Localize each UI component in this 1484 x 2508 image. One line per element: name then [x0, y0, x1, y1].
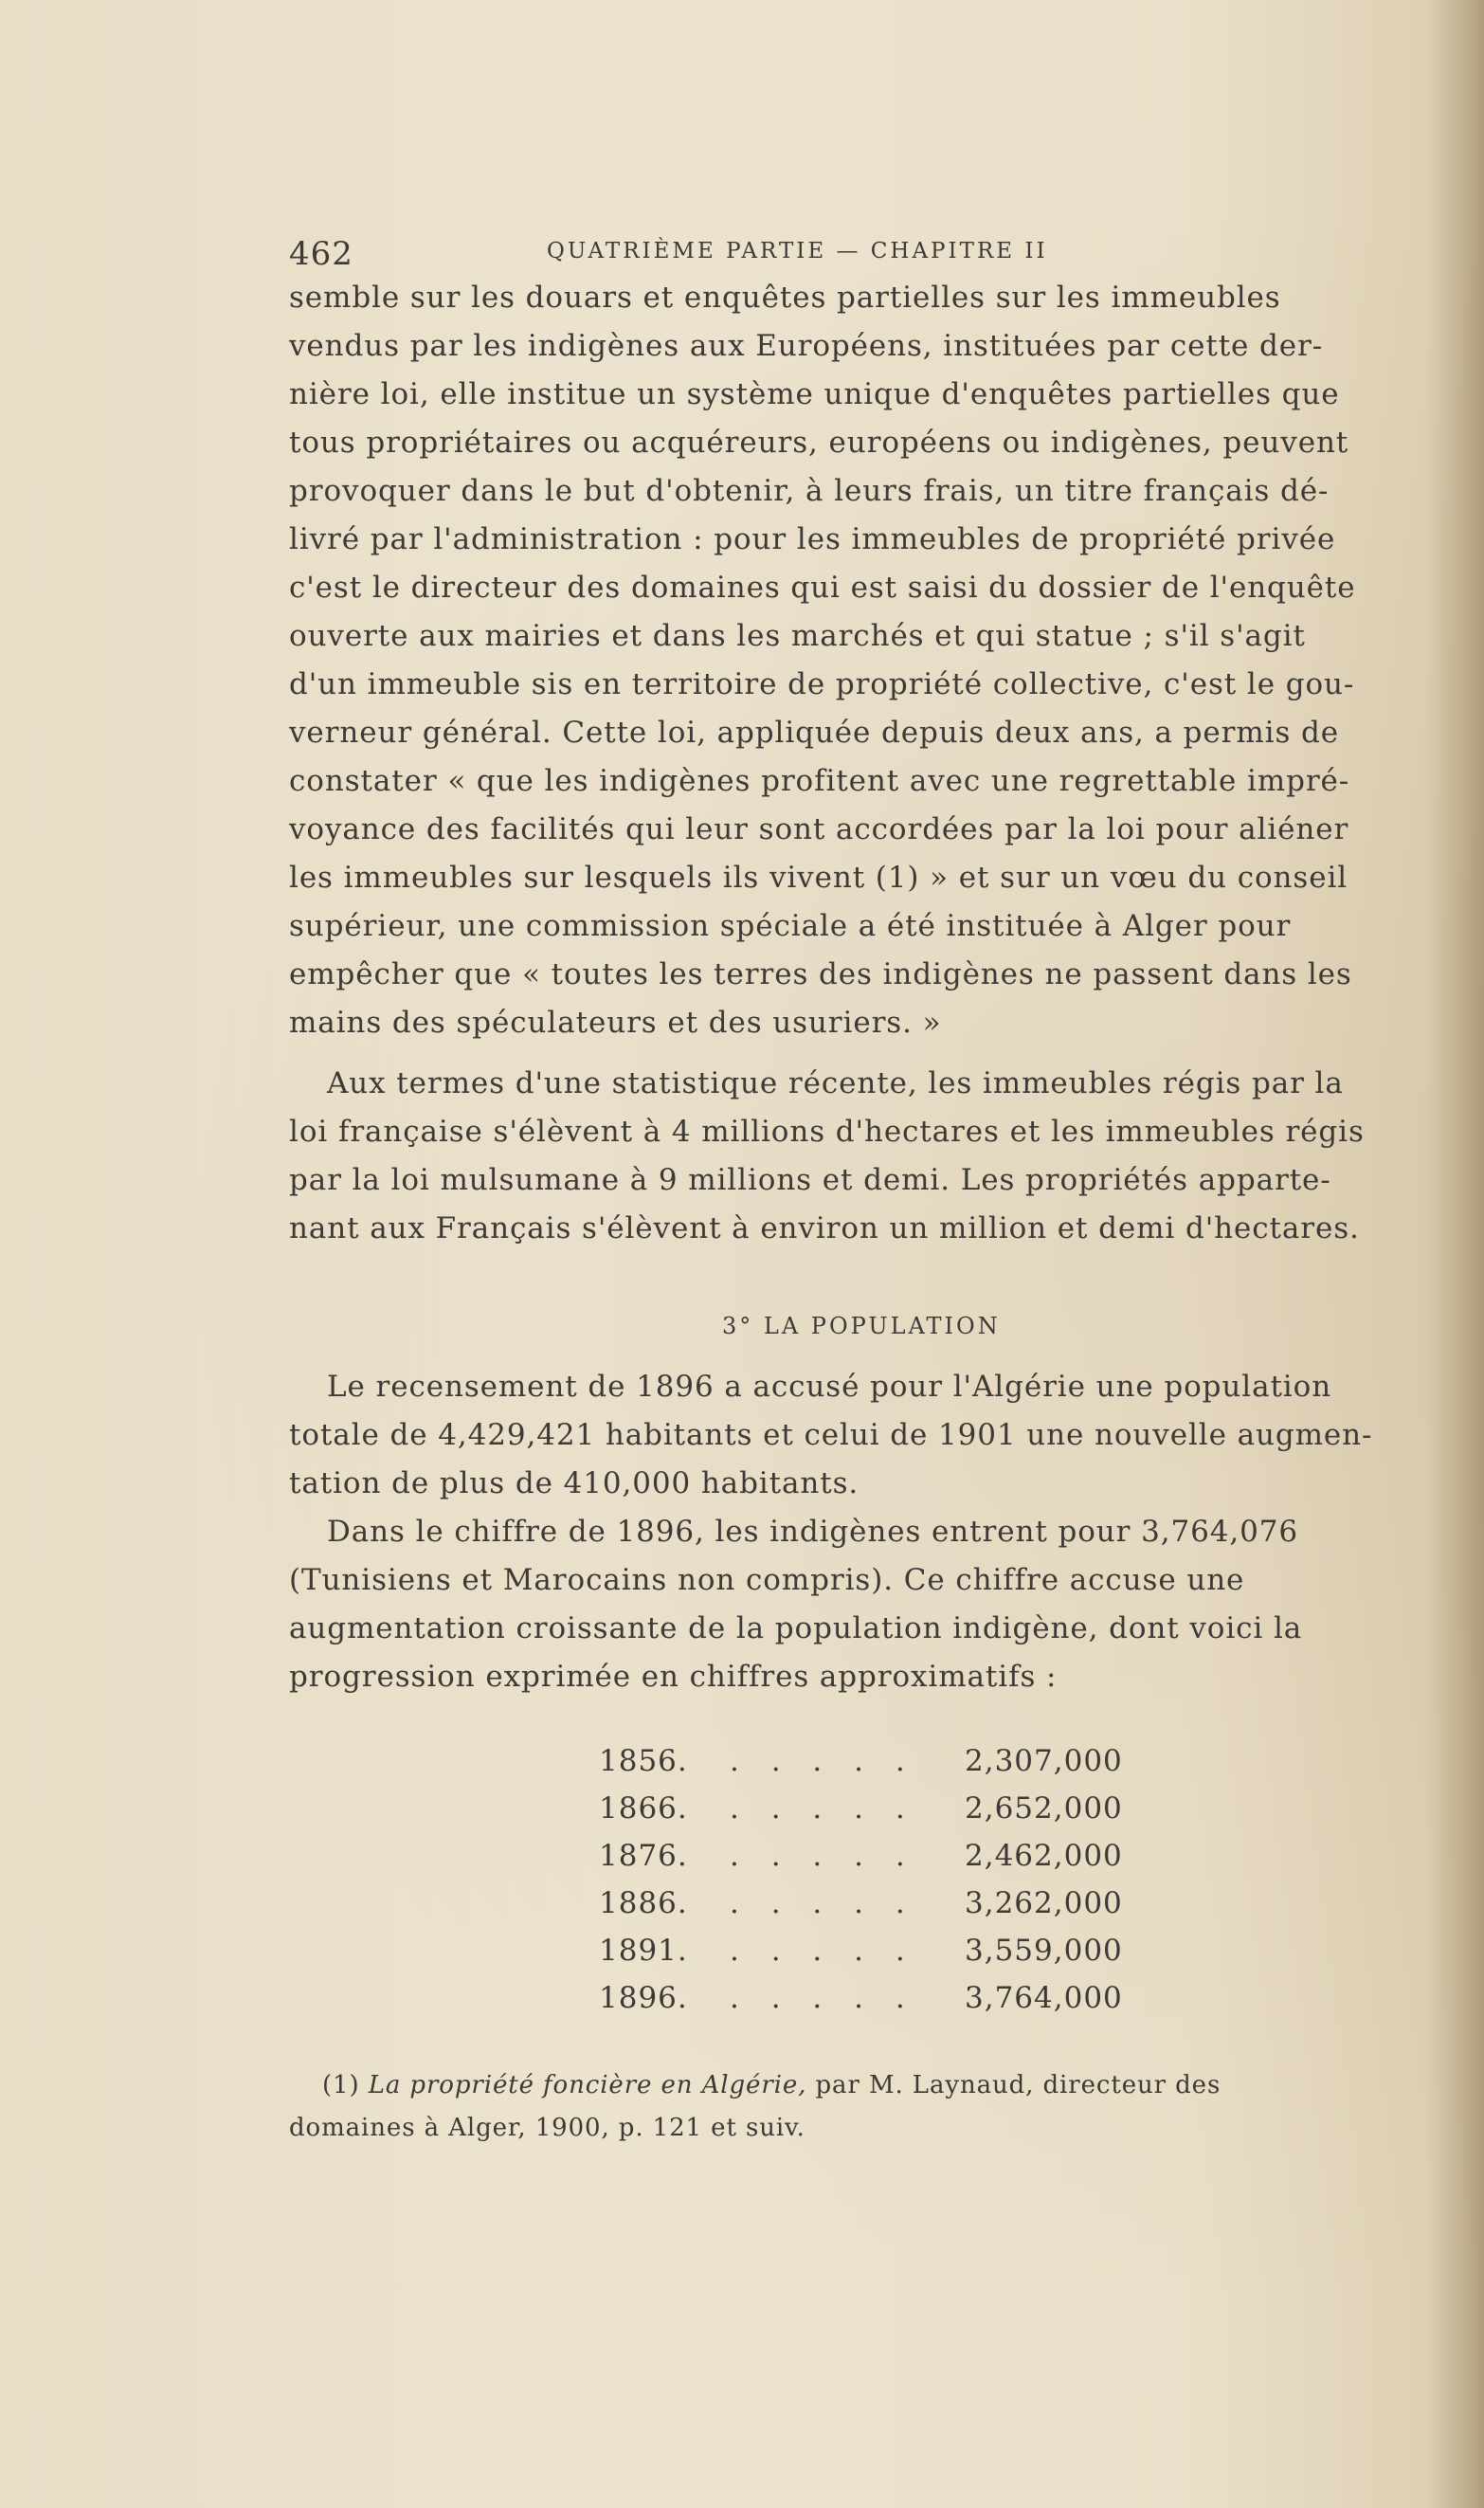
text-line: Aux termes d'une statistique récente, les immeubles régis par la [327, 1066, 1344, 1100]
table-year: 1866. [599, 1791, 688, 1826]
table-value: 3,764,000 [965, 1981, 1123, 2015]
section-title: 3° LA POPULATION [722, 1313, 1001, 1339]
table-value: 2,652,000 [965, 1791, 1123, 1826]
text-line: vendus par les indigènes aux Européens, instituées par cette der- [289, 329, 1324, 363]
footnote [322, 2071, 1221, 2099]
text-line: tous propriétaires ou acquéreurs, européens ou indigènes, peuvent [289, 426, 1349, 460]
text-line: augmentation croissante de la population indigène, dont voici la [289, 1611, 1303, 1645]
text-line: Dans le chiffre de 1896, les indigènes entrent pour 3,764,076 [327, 1515, 1298, 1549]
table-leader-dots: . . . . . [730, 1981, 916, 2015]
text-line: (Tunisiens et Marocains non compris). Ce chiffre accuse une [289, 1563, 1245, 1597]
text-line: voyance des facilités qui leur sont accordées par la loi pour aliéner [289, 812, 1349, 846]
text-line: c'est le directeur des domaines qui est saisi du dossier de l'enquête [289, 571, 1356, 605]
table-year: 1891. [599, 1934, 688, 1968]
text-line: par la loi mulsumane à 9 millions et demi. Les propriétés apparte- [289, 1163, 1331, 1197]
footnote-text: par M. Laynaud, directeur des [815, 2071, 1222, 2099]
text-line: Le recensement de 1896 a accusé pour l'Algérie une population [327, 1370, 1332, 1404]
text-line: livré par l'administration : pour les immeubles de propriété privée [289, 522, 1336, 556]
text-line: progression exprimée en chiffres approximatifs : [289, 1660, 1058, 1694]
table-year: 1896. [599, 1981, 688, 2015]
text-line: nière loi, elle institue un système unique d'enquêtes partielles que [289, 377, 1340, 411]
text-line: les immeubles sur lesquels ils vivent (1) » et sur un vœu du conseil [289, 861, 1348, 895]
text-line: totale de 4,429,421 habitants et celui de 1901 une nouvelle augmen- [289, 1418, 1373, 1452]
footnote-marker: (1) [322, 2071, 360, 2099]
table-value: 2,462,000 [965, 1839, 1123, 1873]
page-spine-shadow [1427, 0, 1484, 2508]
table-leader-dots: . . . . . [730, 1744, 916, 1778]
page-header [289, 235, 1426, 273]
text-line: nant aux Français s'élèvent à environ un million et demi d'hectares. [289, 1211, 1360, 1245]
text-line: d'un immeuble sis en territoire de propriété collective, c'est le gou- [289, 667, 1355, 701]
text-line: tation de plus de 410,000 habitants. [289, 1466, 860, 1500]
table-year: 1876. [599, 1839, 688, 1873]
table-value: 3,262,000 [965, 1886, 1123, 1920]
text-line: mains des spéculateurs et des usuriers. » [289, 1006, 942, 1040]
table-leader-dots: . . . . . [730, 1839, 916, 1873]
table-leader-dots: . . . . . [730, 1791, 916, 1826]
text-line: supérieur, une commission spéciale a été instituée à Alger pour [289, 909, 1292, 943]
text-line: verneur général. Cette loi, appliquée depuis deux ans, a permis de [289, 716, 1340, 750]
text-line: constater « que les indigènes profitent avec une regrettable impré- [289, 764, 1350, 798]
text-line: ouverte aux mairies et dans les marchés et qui statue ; s'il s'agit [289, 619, 1306, 653]
table-value: 2,307,000 [965, 1744, 1123, 1778]
table-leader-dots: . . . . . [730, 1934, 916, 1968]
running-title: QUATRIÈME PARTIE — CHAPITRE II [547, 239, 1048, 264]
table-value: 3,559,000 [965, 1934, 1123, 1968]
text-line: empêcher que « toutes les terres des indigènes ne passent dans les [289, 957, 1352, 991]
text-line: loi française s'élèvent à 4 millions d'hectares et les immeubles régis [289, 1115, 1365, 1149]
text-line: provoquer dans le but d'obtenir, à leurs frais, un titre français dé- [289, 474, 1330, 508]
table-year: 1886. [599, 1886, 688, 1920]
table-year: 1856. [599, 1744, 688, 1778]
footnote-line: domaines à Alger, 1900, p. 121 et suiv. [289, 2114, 805, 2142]
page-number: 462 [289, 235, 353, 273]
table-leader-dots: . . . . . [730, 1886, 916, 1920]
text-line: semble sur les douars et enquêtes partielles sur les immeubles [289, 281, 1281, 315]
footnote-title: La propriété foncière en Algérie, [368, 2071, 807, 2099]
